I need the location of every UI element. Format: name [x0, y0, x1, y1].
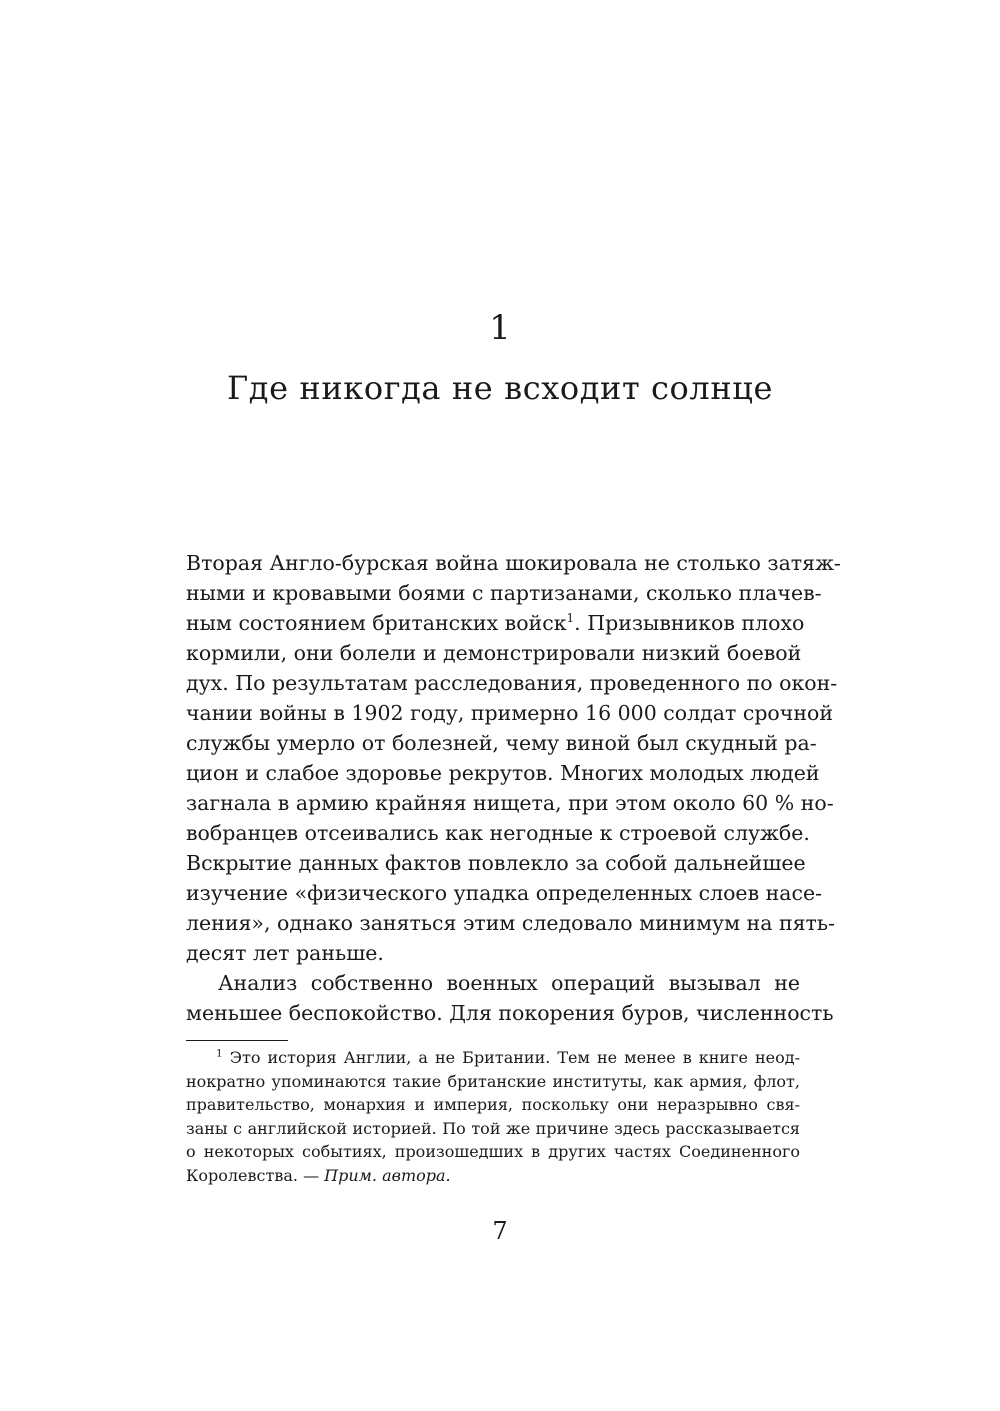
- footnote-line: заны с английской историей. По той же причине здесь рассказывается: [186, 1118, 800, 1138]
- footnote-line: [216, 1046, 800, 1070]
- body-line-text: . Призывников плохо: [574, 611, 805, 635]
- body-line: кормили, они болели и демонстрировали низкий боевой: [186, 641, 802, 665]
- footnote-line: о некоторых событиях, произошедших в других частях Соединенного: [186, 1142, 800, 1161]
- body-line: цион и слабое здоровье рекрутов. Многих молодых людей: [186, 761, 820, 785]
- body-line: ления», однако заняться этим следовало минимум на пять-: [186, 911, 835, 935]
- footnote-reference: 1: [566, 611, 575, 626]
- body-line: меньшее беспокойство. Для покорения буров, численность: [186, 1001, 834, 1025]
- body-line: [186, 608, 805, 638]
- body-line: Вторая Англо-бурская война шокировала не столько затяж-: [186, 551, 841, 575]
- body-line: десят лет раньше.: [186, 941, 384, 965]
- footnote-mark: 1: [216, 1047, 223, 1060]
- page-number: 7: [492, 1217, 508, 1245]
- body-line: изучение «физического упадка определенных слоев насе-: [186, 881, 823, 905]
- body-line: загнала в армию крайняя нищета, при этом около 60 % но-: [186, 791, 834, 815]
- body-line: ными и кровавыми боями с партизанами, сколько плачев-: [186, 581, 822, 605]
- body-line-text: ным состоянием британских войск: [186, 611, 567, 635]
- footnote-line-text: Королевства. —: [186, 1165, 320, 1185]
- body-line: вобранцев отсеивались как негодные к строевой службе.: [186, 821, 810, 845]
- body-line: службы умерло от болезней, чему виной был скудный ра-: [186, 731, 817, 755]
- body-line: дух. По результатам расследования, проведенного по окон-: [186, 671, 838, 695]
- body-line: Анализ собственно военных операций вызывал не: [218, 971, 800, 995]
- footnote-line: правительство, монархия и империя, поскольку они неразрывно свя-: [186, 1095, 800, 1114]
- body-line: чании войны в 1902 году, примерно 16 000 солдат срочной: [186, 701, 834, 725]
- footnote-line: [186, 1164, 800, 1188]
- chapter-number: 1: [489, 308, 511, 348]
- footnote-line: нократно упоминаются такие британские институты, как армия, флот,: [186, 1071, 800, 1091]
- chapter-title: Где никогда не всходит солнце: [227, 369, 773, 407]
- body-line: Вскрытие данных фактов повлекло за собой дальнейшее: [186, 851, 806, 875]
- footnote-divider: [186, 1040, 288, 1041]
- footnote-author-note: Прим. автора.: [324, 1165, 451, 1185]
- footnote-line-text: Это история Англии, а не Британии. Тем не менее в книге неод-: [229, 1048, 800, 1067]
